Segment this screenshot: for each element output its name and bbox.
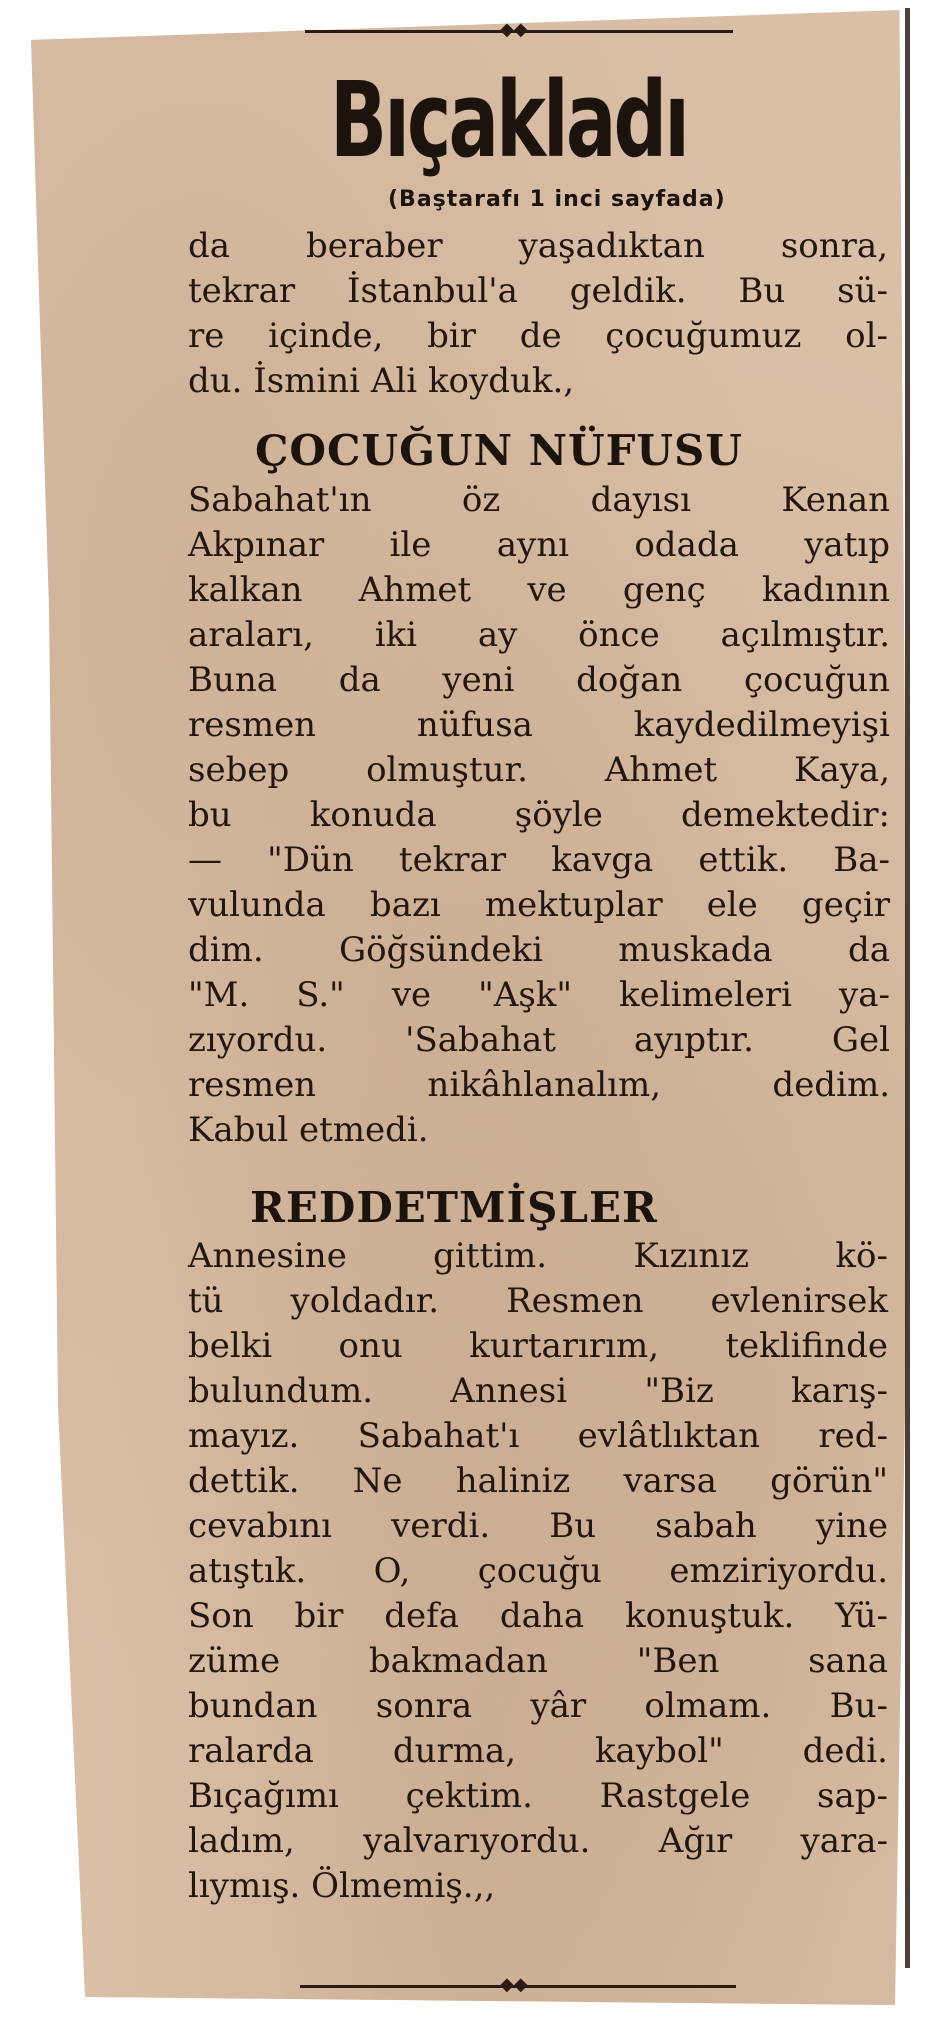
text-line: tü yoldadır. Resmen evlenirsek bbox=[188, 1281, 888, 1321]
text-line: atıştık. O, çocuğu emziriyordu. bbox=[188, 1551, 888, 1591]
text-line: "M. S." ve "Aşk" kelimeleri ya- bbox=[188, 975, 890, 1015]
text-line: Kabul etmedi. bbox=[188, 1110, 429, 1150]
text-line: re içinde, bir de çocuğumuz ol- bbox=[188, 316, 888, 356]
text-line: tekrar İstanbul'a geldik. Bu sü- bbox=[188, 271, 888, 311]
text-line: resmen nikâhlanalım, dedim. bbox=[188, 1065, 890, 1105]
paragraph-2 bbox=[188, 478, 890, 1153]
paragraph-1 bbox=[188, 224, 888, 404]
text-line: araları, iki ay önce açılmıştır. bbox=[188, 615, 890, 655]
text-line: lıymış. Ölmemiş.,, bbox=[188, 1866, 496, 1906]
continued-note: (Baştarafı 1 inci sayfada) bbox=[388, 187, 726, 212]
text-line: resmen nüfusa kaydedilmeyişi bbox=[188, 705, 890, 745]
text-line: Akpınar ile aynı odada yatıp bbox=[188, 525, 890, 565]
text-line: cevabını verdi. Bu sabah yine bbox=[188, 1506, 888, 1546]
text-line: ladım, yalvarıyordu. Ağır yara- bbox=[188, 1821, 888, 1861]
text-line: dettik. Ne haliniz varsa görün" bbox=[188, 1461, 888, 1501]
text-line: Annesine gittim. Kızınız kö- bbox=[188, 1236, 888, 1276]
text-line: kalkan Ahmet ve genç kadının bbox=[188, 570, 890, 610]
text-line: züme bakmadan "Ben sana bbox=[188, 1641, 888, 1681]
text-line: Son bir defa daha konuştuk. Yü- bbox=[188, 1596, 888, 1636]
text-line: bulundum. Annesi "Biz karış- bbox=[188, 1371, 888, 1411]
text-line: dim. Göğsündeki muskada da bbox=[188, 930, 890, 970]
subheading-cocugun-nufusu: ÇOCUĞUN NÜFUSU bbox=[255, 426, 743, 475]
text-line: bu konuda şöyle demektedir: bbox=[188, 795, 890, 835]
text-line: Buna da yeni doğan çocuğun bbox=[188, 660, 890, 700]
text-line: ralarda durma, kaybol" dedi. bbox=[188, 1731, 888, 1771]
text-line: da beraber yaşadıktan sonra, bbox=[188, 226, 888, 266]
bottom-ornament-icon: ◆◆ bbox=[500, 1974, 528, 1995]
headline: Bıçakladı bbox=[330, 59, 688, 181]
column-rule-right bbox=[905, 8, 910, 1968]
text-line: Bıçağımı çektim. Rastgele sap- bbox=[188, 1776, 888, 1816]
text-line: Sabahat'ın öz dayısı Kenan bbox=[188, 480, 890, 520]
top-ornament-icon: ◆◆ bbox=[500, 19, 528, 40]
text-line: mayız. Sabahat'ı evlâtlıktan red- bbox=[188, 1416, 888, 1456]
paragraph-3 bbox=[188, 1234, 888, 1909]
subheading-reddetmisler: REDDETMİŞLER bbox=[250, 1183, 658, 1232]
text-line: — "Dün tekrar kavga ettik. Ba- bbox=[188, 840, 890, 880]
text-line: belki onu kurtarırım, teklifinde bbox=[188, 1326, 888, 1366]
text-line: du. İsmini Ali koyduk., bbox=[188, 361, 575, 401]
text-line: vulunda bazı mektuplar ele geçir bbox=[188, 885, 890, 925]
text-line: zıyordu. 'Sabahat ayıptır. Gel bbox=[188, 1020, 890, 1060]
text-line: sebep olmuştur. Ahmet Kaya, bbox=[188, 750, 890, 790]
text-line: bundan sonra yâr olmam. Bu- bbox=[188, 1686, 888, 1726]
